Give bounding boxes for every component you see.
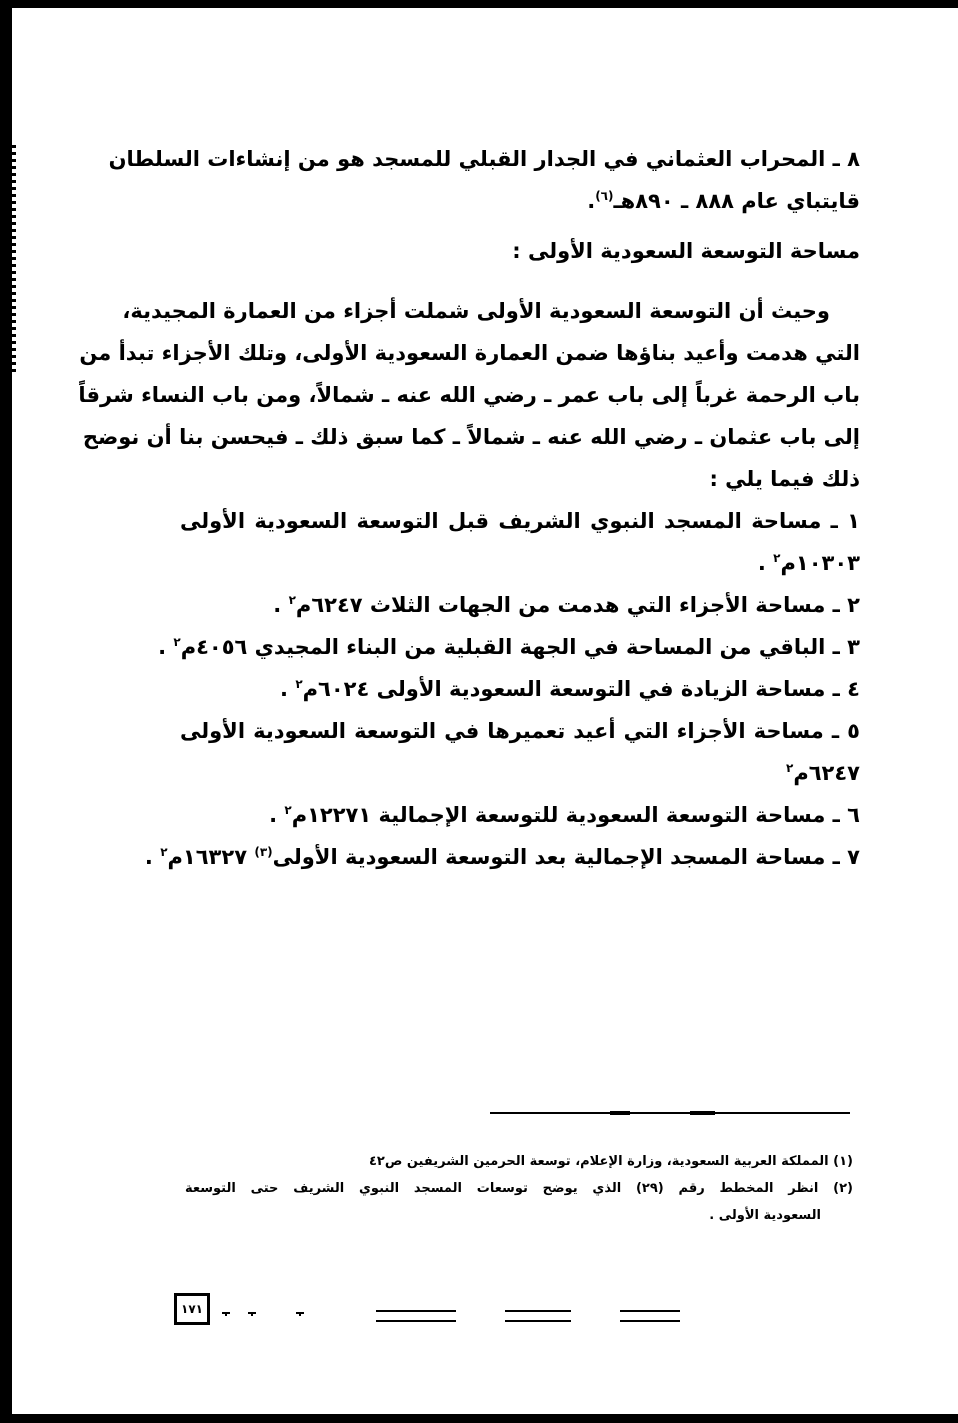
paragraph-line: وحيث أن التوسعة السعودية الأولى شملت أجزاء من العمارة المجيدية، bbox=[122, 299, 830, 323]
paragraph-line: ذلك فيما يلي : bbox=[709, 467, 860, 491]
list-text: ٤ ـ مساحة الزيادة في التوسعة السعودية الأولى ٦٠٢٤م bbox=[302, 677, 860, 701]
footnote-ref-3[interactable]: (٣) bbox=[254, 845, 273, 859]
footer-ornament bbox=[296, 1312, 304, 1314]
footnote-2-continuation: السعودية الأولى . bbox=[709, 1208, 821, 1223]
list-item-line bbox=[180, 752, 860, 794]
list-text: ٣ ـ الباقي من المساحة في الجهة القبلية من البناء المجيدي ٤٠٥٦م bbox=[180, 635, 860, 659]
rule-thick-segment bbox=[610, 1111, 630, 1115]
item-8-end: . bbox=[587, 189, 596, 213]
footnote-2: (٢) انظر المخطط رقم (٢٩) الذي يوضح توسعات المسجد النبوي الشريف حتى التوسعة bbox=[185, 1181, 853, 1196]
list-item bbox=[180, 710, 860, 794]
item-8-text: قايتباي عام ٨٨٨ ـ ٨٩٠هـ bbox=[613, 189, 860, 213]
scan-border-left-ragged bbox=[12, 145, 16, 375]
intro-paragraph bbox=[78, 290, 860, 500]
list-item bbox=[180, 500, 860, 584]
superscript: ٢ bbox=[173, 635, 181, 649]
footer-double-rule bbox=[505, 1310, 571, 1322]
footer-double-rule bbox=[620, 1310, 680, 1322]
item-8-line-2 bbox=[180, 180, 860, 222]
area-value: ١٦٣٢٧م bbox=[167, 845, 255, 869]
list-item-line bbox=[158, 626, 860, 668]
list-text: ٦ ـ مساحة التوسعة السعودية للتوسعة الإجمالية ١٢٢٧١م bbox=[291, 803, 860, 827]
scan-border-left bbox=[0, 0, 12, 1423]
area-value: ١٠٣٠٣م bbox=[780, 551, 860, 575]
punctuation: . bbox=[269, 803, 285, 827]
list-item-line bbox=[180, 584, 860, 626]
superscript: ٢ bbox=[284, 803, 292, 817]
superscript: ٢ bbox=[160, 845, 168, 859]
list-item-line: ٥ ـ مساحة الأجزاء التي أعيد تعميرها في التوسعة السعودية الأولى bbox=[180, 719, 860, 743]
page-body bbox=[78, 138, 860, 878]
footer-ornament bbox=[222, 1312, 230, 1314]
superscript: ٢ bbox=[773, 551, 781, 565]
punctuation: . bbox=[757, 551, 774, 575]
paragraph-line: باب الرحمة غرباً إلى باب عمر ـ رضي الله عنه ـ شمالاً، ومن باب النساء شرقاً bbox=[78, 383, 860, 407]
superscript: ٢ bbox=[295, 677, 303, 691]
scan-border-bottom bbox=[0, 1414, 958, 1423]
list-item bbox=[180, 584, 860, 626]
list-item-line bbox=[180, 794, 860, 836]
footer-double-rule bbox=[376, 1310, 456, 1322]
area-value: ٦٢٤٧م bbox=[793, 761, 860, 785]
punctuation: . bbox=[144, 845, 161, 869]
list-item bbox=[180, 794, 860, 836]
page-number: ١٧١ bbox=[174, 1293, 210, 1325]
list-item bbox=[180, 668, 860, 710]
rule-thick-segment bbox=[690, 1111, 715, 1115]
footnote-ref-6[interactable]: (٦) bbox=[595, 189, 614, 203]
footer-ornament bbox=[248, 1312, 256, 1314]
list-item-line bbox=[180, 542, 860, 584]
list-item bbox=[144, 836, 860, 878]
punctuation: . bbox=[158, 635, 174, 659]
list-text: ٧ ـ مساحة المسجد الإجمالية بعد التوسعة السعودية الأولى bbox=[272, 845, 860, 869]
scan-border-top bbox=[0, 0, 958, 8]
superscript: ٢ bbox=[288, 593, 296, 607]
paragraph-line: التي هدمت وأعيد بناؤها ضمن العمارة السعودية الأولى، وتلك الأجزاء تبدأ من bbox=[79, 341, 860, 365]
list-item-line: ١ ـ مساحة المسجد النبوي الشريف قبل التوسعة السعودية الأولى bbox=[180, 509, 860, 533]
item-8-line-1: ٨ ـ المحراب العثماني في الجدار القبلي للمسجد هو من إنشاءات السلطان bbox=[108, 147, 860, 171]
punctuation: . bbox=[273, 593, 289, 617]
list-text: ٢ ـ مساحة الأجزاء التي هدمت من الجهات الثلاث ٦٢٤٧م bbox=[295, 593, 860, 617]
footnote-separator bbox=[490, 1112, 850, 1114]
punctuation: . bbox=[280, 677, 296, 701]
footnotes bbox=[185, 1148, 853, 1229]
list-item-line bbox=[144, 836, 860, 878]
list-item bbox=[158, 626, 860, 668]
superscript: ٢ bbox=[785, 761, 794, 775]
footnote-1: (١) المملكة العربية السعودية، وزارة الإعلام، توسعة الحرمين الشريفين ص٤٢ bbox=[368, 1154, 853, 1169]
section-heading: مساحة التوسعة السعودية الأولى : bbox=[512, 239, 860, 263]
paragraph-line: إلى باب عثمان ـ رضي الله عنه ـ شمالاً ـ كما سبق ذلك ـ فيحسن بنا أن نوضح bbox=[82, 425, 860, 449]
list-item-line bbox=[180, 668, 860, 710]
area-list bbox=[144, 500, 860, 878]
